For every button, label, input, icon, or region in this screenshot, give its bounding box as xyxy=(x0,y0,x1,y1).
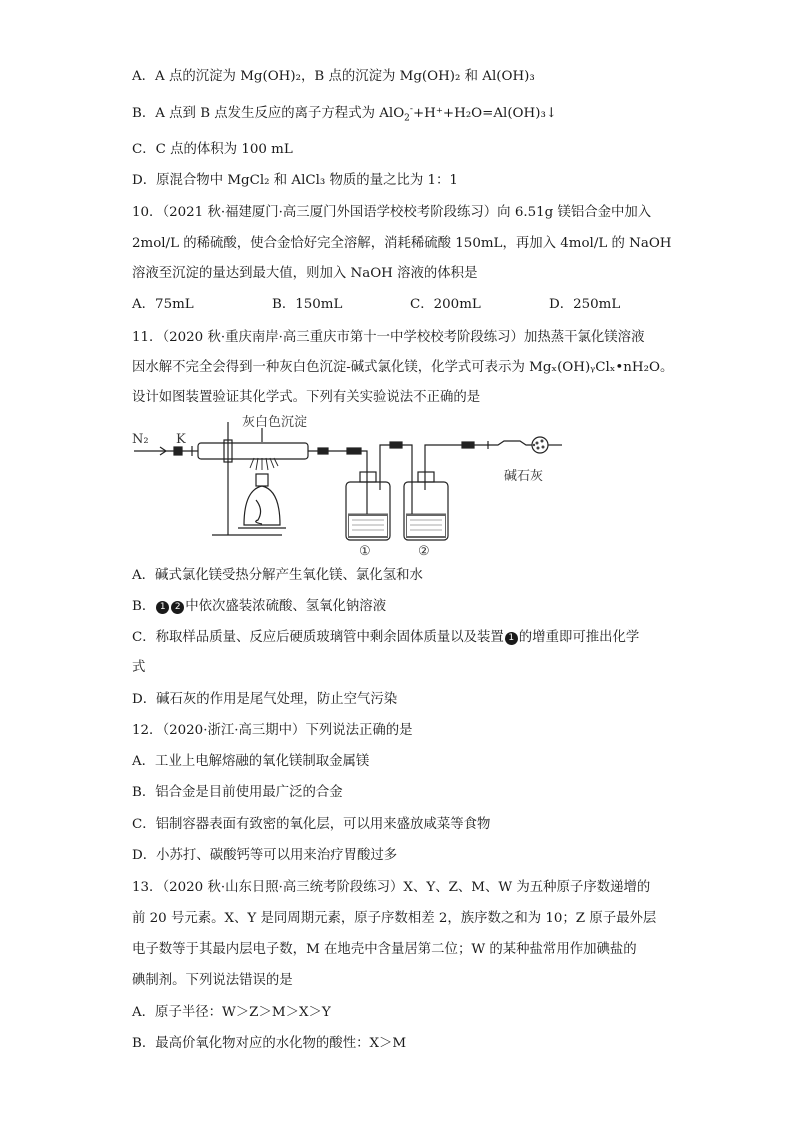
q10-option-b: B．150mL xyxy=(272,297,343,312)
q10-option-d: D．250mL xyxy=(549,297,621,312)
label-bottle-2: ② xyxy=(418,544,430,559)
alcohol-lamp xyxy=(244,486,280,525)
q9-option-c: C．C 点的体积为 100 mL xyxy=(132,142,293,157)
q11-stem-line3: 设计如图装置验证其化学式。下列有关实验说法不正确的是 xyxy=(132,390,481,405)
q11-stem-line1: 11．（2020 秋·重庆南岸·高三重庆市第十一中学校校考阶段练习）加热蒸干氯化镁溶液 xyxy=(132,330,645,345)
q11-stem-line2: 因水解不完全会得到一种灰白色沉淀-碱式氯化镁，化学式可表示为 Mgₓ(OH)ᵧClₓ•nH₂O。 xyxy=(132,360,674,375)
q10-stem-line3: 溶液至沉淀的量达到最大值，则加入 NaOH 溶液的体积是 xyxy=(132,266,478,281)
q11-option-b xyxy=(132,597,386,617)
q12-stem: 12．（2020·浙江·高三期中）下列说法正确的是 xyxy=(132,723,413,738)
q11-option-a: A．碱式氯化镁受热分解产生氧化镁、氯化氢和水 xyxy=(132,568,423,583)
experiment-apparatus-figure xyxy=(132,410,672,560)
q9-option-d: D．原混合物中 MgCl₂ 和 AlCl₃ 物质的量之比为 1：1 xyxy=(132,173,458,188)
q11-b-prefix: B． xyxy=(132,599,156,614)
q13-stem-line3: 电子数等于其最内层电子数，M 在地壳中含量居第二位；W 的某种盐常用作加碘盐的 xyxy=(132,942,637,957)
q10-stem-line1: 10．（2021 秋·福建厦门·高三厦门外国语学校校考阶段练习）向 6.51g 镁铝合金中加入 xyxy=(132,205,652,220)
q12-option-d: D．小苏打、碳酸钙等可以用来治疗胃酸过多 xyxy=(132,848,398,863)
circled-2-icon: 2 xyxy=(171,601,184,614)
label-k: K xyxy=(176,432,186,447)
q9-option-a: A．A 点的沉淀为 Mg(OH)₂，B 点的沉淀为 Mg(OH)₂ 和 Al(OH)₃ xyxy=(132,69,535,84)
q13-stem-line2: 前 20 号元素。X、Y 是同周期元素，原子序数相差 2，族序数之和为 10；Z 原子最外层 xyxy=(132,911,657,926)
label-n2: N₂ xyxy=(132,432,149,447)
q12-option-a: A．工业上电解熔融的氧化镁制取金属镁 xyxy=(132,754,370,769)
label-soda-lime: 碱石灰 xyxy=(504,469,544,484)
q10-option-a: A．75mL xyxy=(132,297,194,312)
q11-option-c-line1 xyxy=(132,628,639,648)
circled-1-icon: 1 xyxy=(156,601,169,614)
q10-option-c: C．200mL xyxy=(410,297,481,312)
q11-c-text: C．称取样品质量、反应后硬质玻璃管中剩余固体质量以及装置 xyxy=(132,630,504,645)
q9-option-b xyxy=(132,104,557,124)
q9-b-text-post: +H⁺+H₂O=Al(OH)₃↓ xyxy=(412,106,558,121)
q9-b-sub: 2 xyxy=(404,113,410,124)
q9-b-text: B．A 点到 B 点发生反应的离子方程式为 AlO xyxy=(132,106,405,121)
q13-stem-line1: 13．（2020 秋·山东日照·高三统考阶段练习）X、Y、Z、M、W 为五种原子序数递增的 xyxy=(132,880,651,895)
q11-b-text: 中依次盛装浓硫酸、氢氧化钠溶液 xyxy=(185,599,387,614)
label-precipitate: 灰白色沉淀 xyxy=(242,415,308,430)
q12-option-c: C．铝制容器表面有致密的氧化层，可以用来盛放咸菜等食物 xyxy=(132,817,491,832)
q9-b-sup: - xyxy=(409,104,413,115)
q13-option-b: B．最高价氧化物对应的水化物的酸性：X＞M xyxy=(132,1036,407,1051)
q13-stem-line4: 碘制剂。下列说法错误的是 xyxy=(132,973,293,988)
valve-k-icon xyxy=(174,447,182,455)
q11-c-text-post: 的增重即可推出化学 xyxy=(518,630,640,645)
circled-1-icon: 1 xyxy=(505,632,518,645)
q11-option-c-line2: 式 xyxy=(132,660,146,675)
q13-option-a: A．原子半径：W＞Z＞M＞X＞Y xyxy=(132,1005,331,1020)
q10-stem-line2: 2mol/L 的稀硫酸，使合金恰好完全溶解，消耗稀硫酸 150mL，再加入 4mol/L 的 NaOH xyxy=(132,236,672,251)
hard-glass-tube xyxy=(198,443,308,459)
label-bottle-1: ① xyxy=(359,544,371,559)
q12-option-b: B．铝合金是目前使用最广泛的合金 xyxy=(132,785,343,800)
q11-option-d: D．碱石灰的作用是尾气处理，防止空气污染 xyxy=(132,692,398,707)
